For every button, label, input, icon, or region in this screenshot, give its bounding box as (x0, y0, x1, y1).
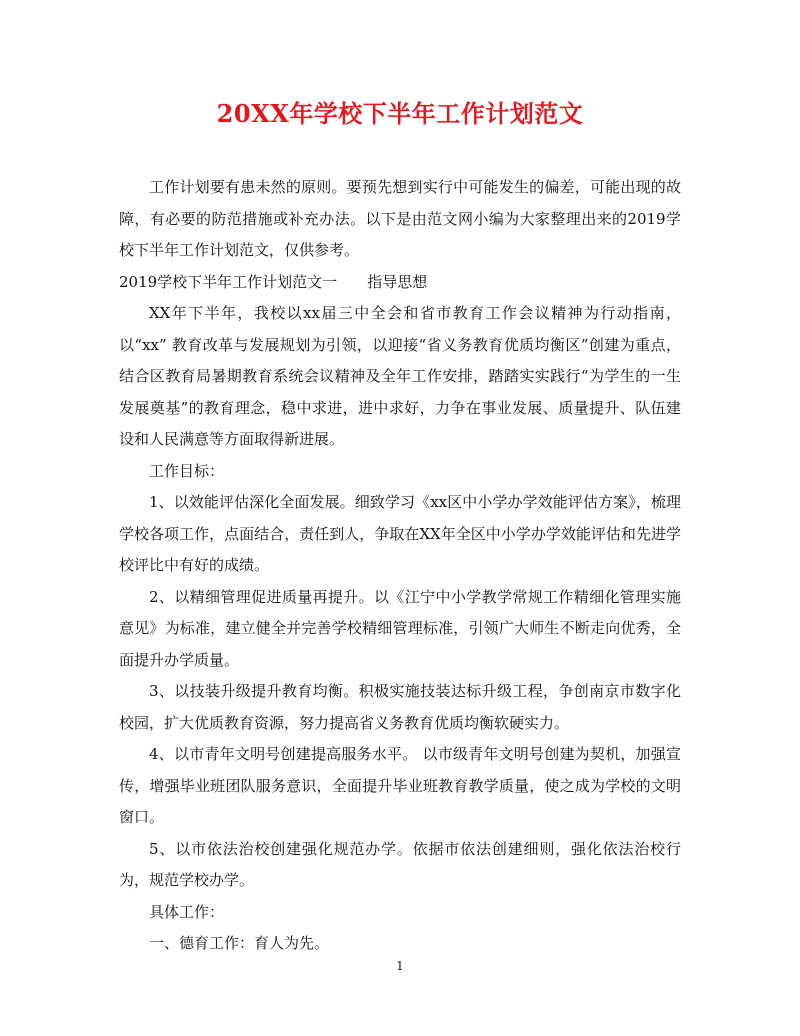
section-heading-title: 2019学校下半年工作计划范文一 (119, 272, 338, 291)
goal-item: 1、以效能评估深化全面发展。细致学习《xx区中小学办学效能评估方案》，梳理学校各项工作，点面结合，责任到人，争取在XX年全区中小学办学效能评估和先进学校评比中有好的成绩。 (119, 493, 681, 574)
specific-work-heading: 具体工作： (149, 902, 225, 921)
goal-item: 5、以市依法治校创建强化规范办学。依据市依法创建细则，强化依法治校行为，规范学校办学。 (119, 839, 681, 889)
section-heading (119, 267, 681, 299)
work-goals-heading: 工作目标： (149, 461, 225, 480)
document-body (119, 172, 681, 960)
moral-education-heading: 一、德育工作：育人为先。 (149, 934, 330, 952)
page-number: 1 (396, 959, 404, 973)
goal-item: 4、以市青年文明号创建提高服务水平。 以市级青年文明号创建为契机，加强宣传，增强毕业班团队服务意识，全面提升毕业班教育教学质量，使之成为学校的文明窗口。 (119, 745, 681, 826)
section-heading-subtitle: 指导思想 (367, 272, 428, 291)
goal-item: 2、以精细管理促进质量再提升。以《江宁中小学教学常规工作精细化管理实施意见》为标准，建立健全并完善学校精细管理标准，引领广大师生不断走向优秀，全面提升办学质量。 (119, 587, 681, 669)
intro-paragraph: 工作计划要有患未然的原则。要预先想到实行中可能发生的偏差，可能出现的故障，有必要的防范措施或补充办法。以下是由范文网小编为大家整理出来的2019学校下半年工作计划范文，仅供参考。 (119, 178, 681, 259)
guiding-ideology-paragraph: XX年下半年，我校以xx届三中全会和省市教育工作会议精神为行动指南，以“xx” 教育改革与发展规划为引领，以迎接“省义务教育优质均衡区”创建为重点，结合区教育局暑期教育系统会议精神及全年工作安排，踏踏实实践行“为学生的一生发展奠基”的教育理念，稳中求进，进中求好，力争在事业发展、质量提升、队伍建设和人民满意等方面取得新进展。 (119, 304, 681, 448)
document-title: 20XX年学校下半年工作计划范文 (216, 99, 584, 128)
goal-item: 3、以技装升级提升教育均衡。积极实施技装达标升级工程，争创南京市数字化校园，扩大优质教育资源，努力提高省义务教育优质均衡软硬实力。 (119, 682, 681, 732)
